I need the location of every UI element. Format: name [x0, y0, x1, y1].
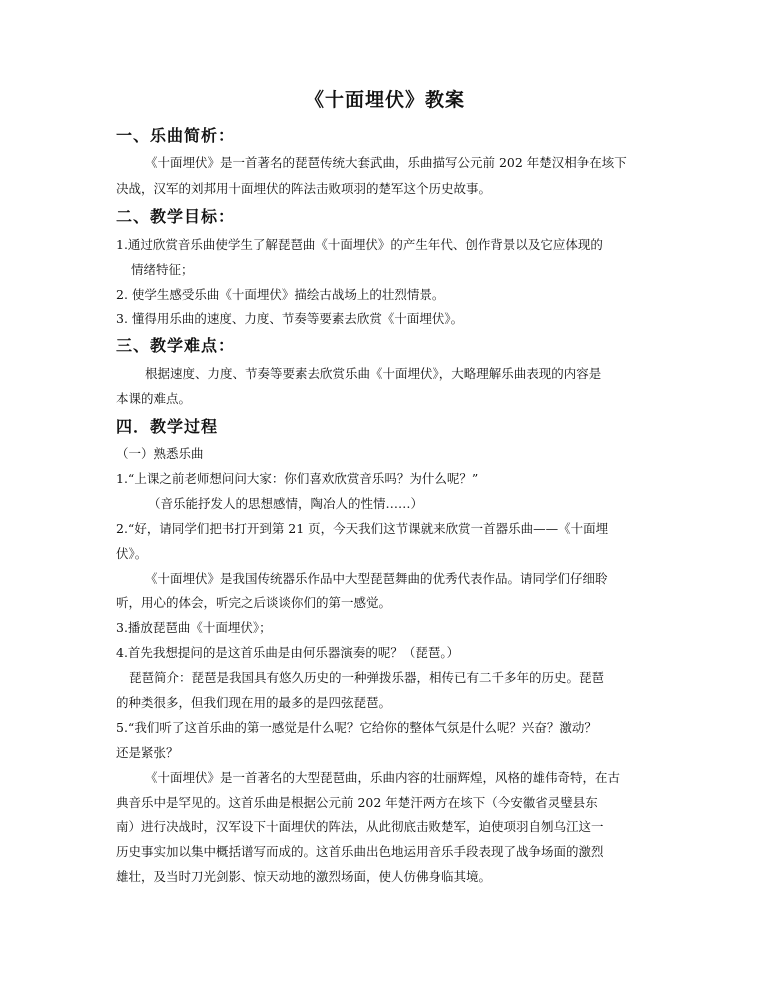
paragraph-line: 雄壮，及当时刀光剑影、惊天动地的激烈场面，使人仿佛身临其境。: [116, 869, 492, 884]
list-item-continuation: 情绪特征；: [131, 262, 194, 277]
paragraph-line: （音乐能抒发人的思想感情，陶冶人的性情……）: [148, 496, 424, 511]
paragraph-line: 3.播放琵琶曲《十面埋伏》；: [116, 620, 272, 635]
paragraph-line: 2.“好，请同学们把书打开到第 21 页，今天我们这节课就来欣赏一首器乐曲——《十面埋: [116, 521, 609, 536]
paragraph-line: 《十面埋伏》是我国传统器乐作品中大型琵琶舞曲的优秀代表作品。请同学们仔细聆: [145, 571, 608, 586]
paragraph-line: 南）进行决战时，汉军设下十面埋伏的阵法，从此彻底击败楚军，迫使项羽自刎乌江这一: [116, 819, 604, 834]
list-item: 1.通过欣赏音乐曲使学生了解琵琶曲《十面埋伏》的产生年代、创作背景以及它应体现的: [116, 237, 603, 252]
subsection-heading: （一）熟悉乐曲: [116, 446, 204, 461]
paragraph-line: 决战，汉军的刘邦用十面埋伏的阵法击败项羽的楚军这个历史故事。: [116, 181, 492, 196]
paragraph-line: 伏》。: [116, 546, 148, 561]
paragraph-line: 《十面埋伏》是一首著名的大型琵琶曲，乐曲内容的壮丽辉煌，风格的雄伟奇特，在古: [145, 770, 621, 785]
paragraph-line: 历史事实加以集中概括谱写而成的。这首乐曲出色地运用音乐手段表现了战争场面的激烈: [116, 844, 604, 859]
section-heading-goals: 二、教学目标：: [116, 207, 236, 226]
paragraph-line: 根据速度、力度、节奏等要素去欣赏乐曲《十面埋伏》，大略理解乐曲表现的内容是: [145, 366, 602, 381]
list-item: 2. 使学生感受乐曲《十面埋伏》描绘古战场上的壮烈情景。: [116, 287, 445, 302]
paragraph-line: 的种类很多，但我们现在用的最多的是四弦琵琶。: [116, 695, 392, 710]
paragraph-line: 琵琶简介：琵琶是我国具有悠久历史的一种弹拨乐器，相传已有二千多年的历史。琵琶: [129, 670, 605, 685]
paragraph-line: 典音乐中是罕见的。这首乐曲是根据公元前 202 年楚汗两方在垓下（今安徽省灵璧县东: [116, 795, 598, 810]
document-title: 《十面埋伏》教案: [304, 89, 465, 111]
paragraph-line: 5.“我们听了这首乐曲的第一感觉是什么呢？它给你的整体气氛是什么呢？兴奋？激动？: [116, 720, 597, 735]
paragraph-line: 4.首先我想提问的是这首乐曲是由何乐器演奏的呢？（琵琶。）: [116, 645, 460, 660]
paragraph-line: 1.“上课之前老师想问问大家：你们喜欢欣赏音乐吗？为什么呢？”: [116, 471, 479, 486]
paragraph-line: 听，用心的体会，听完之后谈谈你们的第一感觉。: [116, 595, 392, 610]
paragraph-line: 《十面埋伏》是一首著名的琵琶传统大套武曲，乐曲描写公元前 202 年楚汉相争在垓下: [145, 155, 627, 170]
section-heading-process: 四．教学过程: [116, 417, 219, 436]
paragraph-line: 本课的难点。: [116, 391, 192, 406]
list-item: 3. 懂得用乐曲的速度、力度、节奏等要素去欣赏《十面埋伏》。: [116, 311, 464, 326]
section-heading-analysis: 一、乐曲简析：: [116, 126, 236, 145]
section-heading-difficulties: 三、教学难点：: [116, 336, 236, 355]
paragraph-line: 还是紧张？: [116, 745, 179, 760]
